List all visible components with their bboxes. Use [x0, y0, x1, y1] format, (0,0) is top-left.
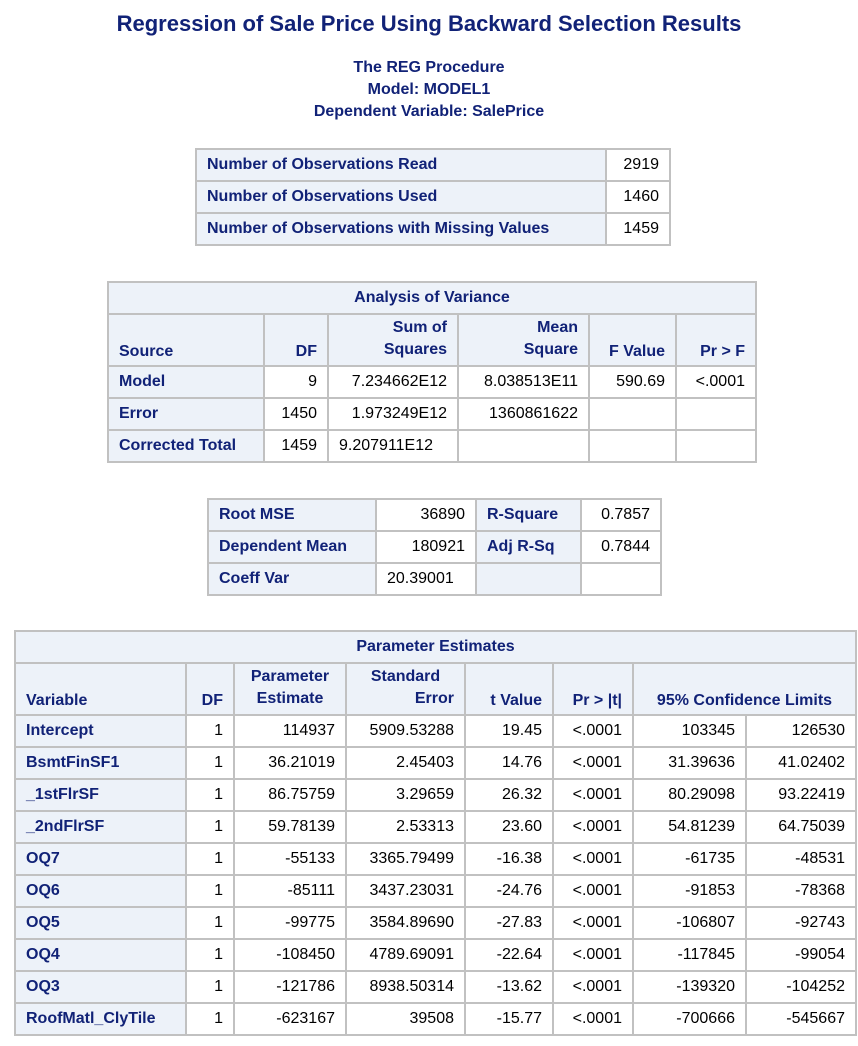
- cell: -92743: [746, 907, 856, 939]
- root-mse-value: 36890: [376, 499, 476, 531]
- table-header-row: [108, 314, 756, 366]
- cell: <.0001: [676, 366, 756, 398]
- cell: -15.77: [465, 1003, 553, 1035]
- col-df: DF: [186, 663, 234, 715]
- procedure-name: The REG Procedure: [353, 59, 505, 76]
- cell: -22.64: [465, 939, 553, 971]
- dependent-variable: Dependent Variable: SalePrice: [313, 103, 545, 120]
- cell: -13.62: [465, 971, 553, 1003]
- cell: -85111: [234, 875, 346, 907]
- cell: 1459: [264, 430, 328, 462]
- table-header-row: [15, 663, 856, 715]
- observations-table: [195, 148, 671, 246]
- row-label: OQ4: [15, 939, 186, 971]
- cell: 2.53313: [346, 811, 465, 843]
- coeff-var-label: Coeff Var: [208, 563, 376, 595]
- cell: 5909.53288: [346, 715, 465, 747]
- cell: <.0001: [553, 811, 633, 843]
- r-square-value: 0.7857: [581, 499, 661, 531]
- cell: 1: [186, 843, 234, 875]
- col-se-line2: Error: [414, 690, 454, 707]
- cell: <.0001: [553, 875, 633, 907]
- row-label: Corrected Total: [108, 430, 264, 462]
- cell: 1: [186, 939, 234, 971]
- cell: [458, 430, 589, 462]
- cell: 39508: [346, 1003, 465, 1035]
- cell: 8.038513E11: [458, 366, 589, 398]
- cell: <.0001: [553, 1003, 633, 1035]
- table-row: [196, 213, 670, 245]
- cell: -91853: [633, 875, 746, 907]
- cell: 114937: [234, 715, 346, 747]
- cell: 14.76: [465, 747, 553, 779]
- table-row: [15, 715, 856, 747]
- cell: [589, 430, 676, 462]
- cell: <.0001: [553, 843, 633, 875]
- cell: -139320: [633, 971, 746, 1003]
- cell: 9: [264, 366, 328, 398]
- cell: -104252: [746, 971, 856, 1003]
- cell: 8938.50314: [346, 971, 465, 1003]
- cell: [676, 430, 756, 462]
- adj-r-sq-value: 0.7844: [581, 531, 661, 563]
- cell: <.0001: [553, 907, 633, 939]
- dependent-mean-value: 180921: [376, 531, 476, 563]
- col-standard-error: [346, 663, 465, 715]
- r-square-label: R-Square: [476, 499, 581, 531]
- cell: 590.69: [589, 366, 676, 398]
- row-label: Intercept: [15, 715, 186, 747]
- cell: -48531: [746, 843, 856, 875]
- cell: <.0001: [553, 715, 633, 747]
- cell: 36.21019: [234, 747, 346, 779]
- cell: 4789.69091: [346, 939, 465, 971]
- row-label: OQ6: [15, 875, 186, 907]
- empty-label: [476, 563, 581, 595]
- cell: 3584.89690: [346, 907, 465, 939]
- cell: [676, 398, 756, 430]
- row-label: OQ7: [15, 843, 186, 875]
- table-row: [196, 149, 670, 181]
- obs-used-value: 1460: [606, 181, 670, 213]
- table-row: [208, 563, 661, 595]
- table-row: [15, 747, 856, 779]
- cell: 7.234662E12: [328, 366, 458, 398]
- cell: -121786: [234, 971, 346, 1003]
- cell: 3437.23031: [346, 875, 465, 907]
- col-df: DF: [264, 314, 328, 366]
- table-row: [108, 398, 756, 430]
- cell: -99775: [234, 907, 346, 939]
- cell: -61735: [633, 843, 746, 875]
- cell: 1: [186, 1003, 234, 1035]
- cell: 9.207911E12: [328, 430, 458, 462]
- row-label: _2ndFlrSF: [15, 811, 186, 843]
- col-ms-line1: Mean: [537, 319, 578, 336]
- cell: 1: [186, 747, 234, 779]
- cell: <.0001: [553, 779, 633, 811]
- table-row: [108, 366, 756, 398]
- cell: 1: [186, 875, 234, 907]
- row-label: Error: [108, 398, 264, 430]
- col-confidence-limits: 95% Confidence Limits: [633, 663, 856, 715]
- col-mean-square: [458, 314, 589, 366]
- cell: -16.38: [465, 843, 553, 875]
- cell: -545667: [746, 1003, 856, 1035]
- anova-caption: Analysis of Variance: [108, 282, 756, 314]
- col-sum-of-squares: [328, 314, 458, 366]
- table-row: [15, 843, 856, 875]
- cell: <.0001: [553, 747, 633, 779]
- cell: -55133: [234, 843, 346, 875]
- cell: 1: [186, 715, 234, 747]
- cell: 1: [186, 971, 234, 1003]
- report-title: Regression of Sale Price Using Backward Selection Results: [116, 11, 742, 36]
- col-se-line1: Standard: [370, 668, 441, 685]
- cell: -27.83: [465, 907, 553, 939]
- obs-read-label: Number of Observations Read: [196, 149, 606, 181]
- table-row: [15, 875, 856, 907]
- cell: 3365.79499: [346, 843, 465, 875]
- cell: 126530: [746, 715, 856, 747]
- coeff-var-value: 20.39001: [376, 563, 476, 595]
- table-caption-row: [108, 282, 756, 314]
- cell: 41.02402: [746, 747, 856, 779]
- row-label: OQ5: [15, 907, 186, 939]
- table-row: [108, 430, 756, 462]
- col-est-line2: Estimate: [256, 690, 324, 707]
- obs-missing-label: Number of Observations with Missing Values: [196, 213, 606, 245]
- col-pr-f: Pr > F: [676, 314, 756, 366]
- table-row: [208, 499, 661, 531]
- table-caption-row: [15, 631, 856, 663]
- cell: <.0001: [553, 971, 633, 1003]
- col-source: Source: [108, 314, 264, 366]
- row-label: BsmtFinSF1: [15, 747, 186, 779]
- cell: 59.78139: [234, 811, 346, 843]
- obs-read-value: 2919: [606, 149, 670, 181]
- parameter-estimates-table: [14, 630, 857, 1036]
- col-ss-line2: Squares: [383, 341, 447, 358]
- dependent-mean-label: Dependent Mean: [208, 531, 376, 563]
- table-row: [15, 939, 856, 971]
- cell: [589, 398, 676, 430]
- fit-statistics-table: [207, 498, 662, 596]
- cell: 103345: [633, 715, 746, 747]
- row-label: Model: [108, 366, 264, 398]
- cell: 1.973249E12: [328, 398, 458, 430]
- col-parameter-estimate: [234, 663, 346, 715]
- cell: 64.75039: [746, 811, 856, 843]
- empty-value: [581, 563, 661, 595]
- model-name: Model: MODEL1: [367, 81, 491, 98]
- row-label: OQ3: [15, 971, 186, 1003]
- row-label: _1stFlrSF: [15, 779, 186, 811]
- col-variable: Variable: [15, 663, 186, 715]
- table-row: [15, 1003, 856, 1035]
- table-row: [196, 181, 670, 213]
- cell: 19.45: [465, 715, 553, 747]
- cell: 1360861622: [458, 398, 589, 430]
- table-row: [208, 531, 661, 563]
- cell: 86.75759: [234, 779, 346, 811]
- cell: -700666: [633, 1003, 746, 1035]
- cell: 1450: [264, 398, 328, 430]
- obs-used-label: Number of Observations Used: [196, 181, 606, 213]
- col-f-value: F Value: [589, 314, 676, 366]
- cell: <.0001: [553, 939, 633, 971]
- cell: -117845: [633, 939, 746, 971]
- col-pr-t: Pr > |t|: [553, 663, 633, 715]
- table-row: [15, 811, 856, 843]
- table-row: [15, 907, 856, 939]
- cell: 54.81239: [633, 811, 746, 843]
- anova-table: [107, 281, 757, 463]
- cell: 1: [186, 811, 234, 843]
- cell: 1: [186, 779, 234, 811]
- cell: 26.32: [465, 779, 553, 811]
- cell: 31.39636: [633, 747, 746, 779]
- cell: 80.29098: [633, 779, 746, 811]
- adj-r-sq-label: Adj R-Sq: [476, 531, 581, 563]
- col-ms-line2: Square: [523, 341, 578, 358]
- cell: 23.60: [465, 811, 553, 843]
- obs-missing-value: 1459: [606, 213, 670, 245]
- cell: 2.45403: [346, 747, 465, 779]
- cell: -623167: [234, 1003, 346, 1035]
- cell: -108450: [234, 939, 346, 971]
- col-est-line1: Parameter: [250, 668, 330, 685]
- cell: 93.22419: [746, 779, 856, 811]
- cell: 1: [186, 907, 234, 939]
- cell: -106807: [633, 907, 746, 939]
- table-row: [15, 971, 856, 1003]
- cell: -24.76: [465, 875, 553, 907]
- root-mse-label: Root MSE: [208, 499, 376, 531]
- col-ss-line1: Sum of: [392, 319, 447, 336]
- cell: -99054: [746, 939, 856, 971]
- params-caption: Parameter Estimates: [15, 631, 856, 663]
- cell: -78368: [746, 875, 856, 907]
- row-label: RoofMatl_ClyTile: [15, 1003, 186, 1035]
- cell: 3.29659: [346, 779, 465, 811]
- table-row: [15, 779, 856, 811]
- col-t-value: t Value: [465, 663, 553, 715]
